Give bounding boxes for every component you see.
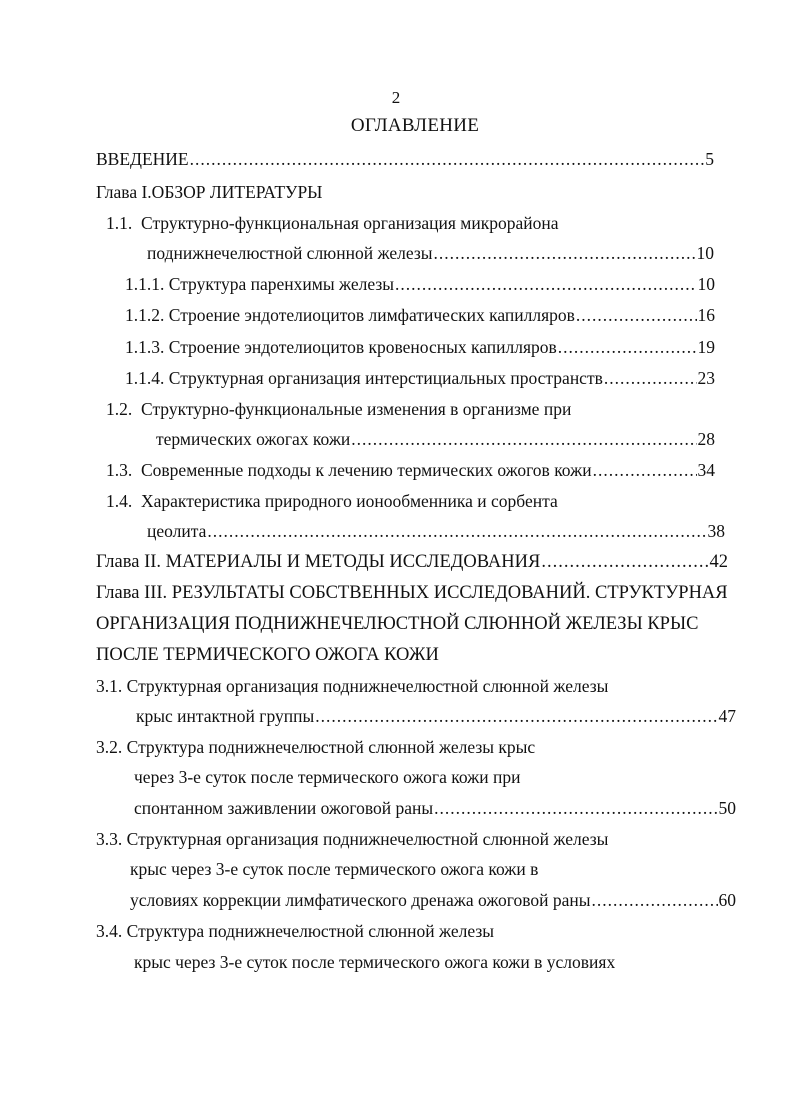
toc-chapter-3-line2[interactable] xyxy=(96,613,698,635)
toc-entry-page: 34 xyxy=(697,460,715,480)
toc-entry-label: ПОСЛЕ ТЕРМИЧЕСКОГО ОЖОГА КОЖИ xyxy=(96,645,439,665)
toc-entry-label: 1.2. Структурно-функциональные изменения в организме при xyxy=(106,399,572,419)
toc-entry-page: 28 xyxy=(697,429,715,449)
toc-entry-page: 19 xyxy=(697,337,715,357)
toc-section-3-3-line2[interactable] xyxy=(130,858,538,880)
toc-section-1-2-line2[interactable] xyxy=(156,428,715,450)
leader-dots xyxy=(207,520,706,542)
toc-entry-label: через 3-е суток после термического ожога кожи при xyxy=(134,767,521,787)
toc-entry-page: 10 xyxy=(696,243,714,263)
leader-dots xyxy=(576,304,697,326)
toc-entry-label: 1.4. Характеристика природного ионообменника и сорбента xyxy=(106,491,558,511)
toc-chapter-3-line3[interactable] xyxy=(96,644,439,666)
toc-section-3-1-line1[interactable] xyxy=(96,675,608,697)
toc-entry-label: крыс интактной группы xyxy=(136,706,315,726)
toc-entry-label: крыс через 3-е суток после термического ожога кожи в условиях xyxy=(134,952,616,972)
toc-entry-page: 5 xyxy=(705,149,714,169)
toc-entry-label: 3.1. Структурная организация поднижнечелюстной слюнной железы xyxy=(96,676,609,696)
page-title: ОГЛАВЛЕНИЕ xyxy=(350,115,480,136)
toc-entry-label: 1.1.4. Структурная организация интерстициальных пространств xyxy=(125,368,603,388)
toc-entry-page: 47 xyxy=(718,706,736,726)
toc-entry-introduction[interactable] xyxy=(96,148,714,170)
toc-section-1-2-line1[interactable] xyxy=(106,398,571,420)
page-number: 2 xyxy=(391,88,401,107)
toc-section-1-1-line1[interactable] xyxy=(106,212,558,234)
toc-entry-label: 1.1.1. Структура паренхимы железы xyxy=(125,274,395,294)
toc-entry-page: 10 xyxy=(697,274,715,294)
toc-section-1-3[interactable] xyxy=(106,459,715,481)
leader-dots xyxy=(593,459,697,481)
toc-section-3-4-line2[interactable] xyxy=(134,951,615,973)
toc-section-3-3-line3[interactable] xyxy=(130,889,736,911)
toc-entry-label: спонтанном заживлении ожоговой раны xyxy=(134,798,434,818)
toc-entry-label: 1.1.2. Строение эндотелиоцитов лимфатических капилляров xyxy=(125,305,575,325)
toc-section-3-3-line1[interactable] xyxy=(96,828,608,850)
toc-entry-page: 16 xyxy=(697,305,715,325)
toc-entry-label: 3.2. Структура поднижнечелюстной слюнной железы крыс xyxy=(96,737,536,757)
toc-entry-label: 1.3. Современные подходы к лечению термических ожогов кожи xyxy=(106,460,592,480)
toc-section-3-2-line2[interactable] xyxy=(134,766,520,788)
leader-dots xyxy=(541,551,708,573)
toc-section-1-4-line2[interactable] xyxy=(147,520,725,542)
toc-entry-label: крыс через 3-е суток после термического ожога кожи в xyxy=(130,859,539,879)
toc-chapter-3-line1[interactable] xyxy=(96,582,728,604)
toc-section-3-2-line3[interactable] xyxy=(134,797,736,819)
toc-entry-label: 1.1. Структурно-функциональная организация микрорайона xyxy=(106,213,559,233)
toc-section-1-4-line1[interactable] xyxy=(106,490,558,512)
toc-chapter-2[interactable] xyxy=(96,551,728,573)
leader-dots xyxy=(351,428,696,450)
toc-entry-label: 3.4. Структура поднижнечелюстной слюнной железы xyxy=(96,921,495,941)
leader-dots xyxy=(434,797,717,819)
toc-entry-label: Глава II. МАТЕРИАЛЫ И МЕТОДЫ ИССЛЕДОВАНИЯ xyxy=(96,552,541,572)
toc-section-3-2-line1[interactable] xyxy=(96,736,535,758)
leader-dots xyxy=(604,367,697,389)
toc-entry-label: поднижнечелюстной слюнной железы xyxy=(147,243,433,263)
leader-dots xyxy=(315,705,717,727)
toc-section-1-1-1[interactable] xyxy=(125,273,715,295)
toc-section-1-1-line2[interactable] xyxy=(147,242,714,264)
toc-entry-page: 42 xyxy=(709,552,728,572)
toc-entry-page: 38 xyxy=(707,521,725,541)
toc-section-1-1-2[interactable] xyxy=(125,304,715,326)
leader-dots xyxy=(434,242,696,264)
toc-entry-label: условиях коррекции лимфатического дренажа ожоговой раны xyxy=(130,890,591,910)
leader-dots xyxy=(190,148,705,170)
toc-entry-page: 23 xyxy=(697,368,715,388)
toc-entry-label: 3.3. Структурная организация поднижнечелюстной слюнной железы xyxy=(96,829,609,849)
toc-section-3-4-line1[interactable] xyxy=(96,920,494,942)
toc-entry-page: 60 xyxy=(718,890,736,910)
toc-entry-label: цеолита xyxy=(147,521,207,541)
toc-entry-label: ВВЕДЕНИЕ xyxy=(96,149,189,169)
leader-dots xyxy=(558,336,697,358)
toc-section-1-1-4[interactable] xyxy=(125,367,715,389)
toc-entry-page: 50 xyxy=(718,798,736,818)
toc-entry-label: ОРГАНИЗАЦИЯ ПОДНИЖНЕЧЕЛЮСТНОЙ СЛЮННОЙ ЖЕЛЕЗЫ КРЫС xyxy=(96,614,699,634)
toc-entry-label: термических ожогах кожи xyxy=(156,429,351,449)
leader-dots xyxy=(395,273,696,295)
toc-entry-label: Глава I.ОБЗОР ЛИТЕРАТУРЫ xyxy=(96,182,323,202)
toc-section-3-1-line2[interactable] xyxy=(136,705,736,727)
toc-section-1-1-3[interactable] xyxy=(125,336,715,358)
toc-chapter-1-heading[interactable] xyxy=(96,181,322,203)
toc-entry-label: 1.1.3. Строение эндотелиоцитов кровеносных капилляров xyxy=(125,337,557,357)
toc-entry-label: Глава III. РЕЗУЛЬТАТЫ СОБСТВЕННЫХ ИССЛЕДОВАНИЙ. СТРУКТУРНАЯ xyxy=(96,583,728,603)
leader-dots xyxy=(592,889,718,911)
